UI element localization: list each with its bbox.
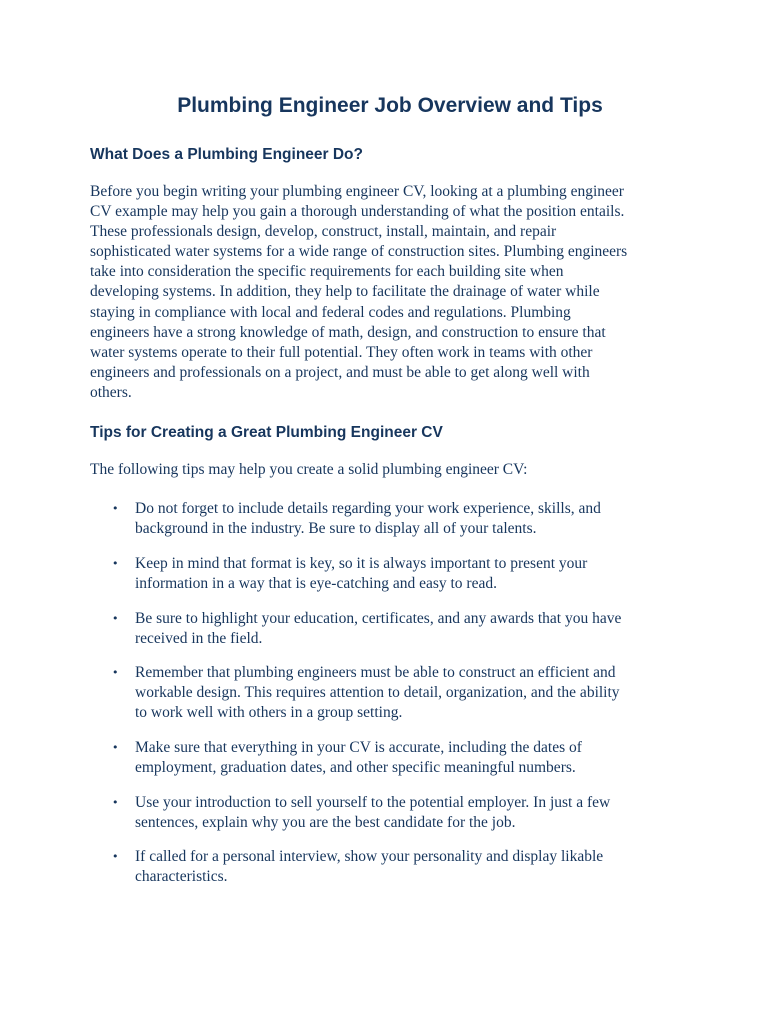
list-item — [90, 554, 690, 594]
section-heading-tips: Tips for Creating a Great Plumbing Engineer CV — [90, 424, 443, 442]
tip-text: Make sure that everything in your CV is accurate, including the dates of employment, graduation dates, and other specific meaningful numbers. — [135, 738, 582, 777]
bullet-icon: • — [112, 502, 119, 516]
bullet-icon: • — [112, 850, 119, 864]
section-paragraph-overview: Before you begin writing your plumbing engineer CV, looking at a plumbing engineer CV example may help you gain a thorough understanding of what the position entails. These professionals design, develop, construct, install, maintain, and repair sophisticated water systems for a wide range of construction sites. Plumbing engineers take into consideration the specific requirements for each building site when developing systems. In addition, they help to facilitate the drainage of water while staying in compliance with local and federal codes and regulations. Plumbing engineers have a strong knowledge of math, design, and construction to ensure that water systems operate to their full potential. They often work in teams with other engineers and professionals on a project, and must be able to get along well with others. — [90, 183, 628, 401]
tip-text: Keep in mind that format is key, so it is always important to present your information in a way that is eye-catching and easy to read. — [135, 554, 588, 592]
document-title: Plumbing Engineer Job Overview and Tips — [177, 94, 603, 117]
tip-text: Use your introduction to sell yourself to the potential employer. In just a few sentences, explain why you are the best candidate for the job. — [135, 793, 611, 831]
tips-intro-text: The following tips may help you create a solid plumbing engineer CV: — [90, 461, 528, 479]
bullet-icon: • — [112, 556, 119, 570]
list-item — [90, 793, 690, 833]
bullet-icon: • — [112, 795, 119, 809]
section-heading-what-does: What Does a Plumbing Engineer Do? — [90, 146, 363, 163]
bullet-icon: • — [112, 611, 119, 625]
list-item — [90, 663, 690, 723]
document-page — [90, 90, 690, 902]
bullet-icon: • — [112, 666, 119, 680]
bullet-icon: • — [112, 740, 119, 754]
list-item — [90, 499, 690, 539]
list-item — [90, 738, 690, 778]
list-item — [90, 847, 690, 887]
list-item — [90, 609, 690, 649]
tips-list — [90, 499, 690, 887]
tip-text: Do not forget to include details regarding your work experience, skills, and background in the industry. Be sure to display all of your talents. — [135, 500, 601, 538]
tip-text: If called for a personal interview, show your personality and display likable characteristics. — [135, 848, 604, 886]
tip-text: Remember that plumbing engineers must be able to construct an efficient and workable design. This requires attention to detail, organization, and the ability to work well with others in a group setting. — [135, 664, 620, 722]
tip-text: Be sure to highlight your education, certificates, and any awards that you have received in the field. — [135, 609, 622, 647]
